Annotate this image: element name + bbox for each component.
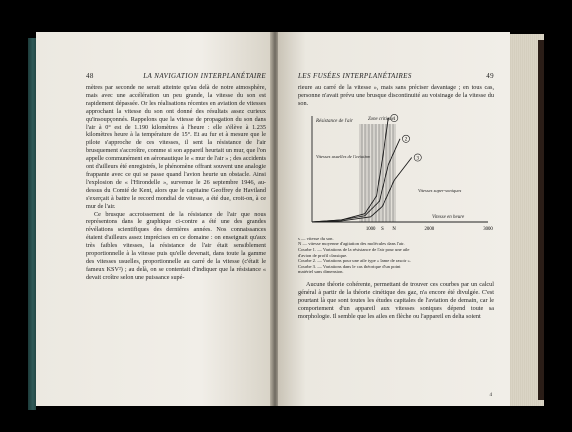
legend-line-5: Courbe 2. — Variations pour une aile type « lame de rasoir ». — [298, 258, 411, 264]
x-tick-label: 1000 — [365, 226, 376, 232]
x-tick-label: 2000 — [424, 226, 435, 232]
right-running-title: LES FUSÉES INTERPLANÉTAIRES — [298, 72, 412, 80]
legend-line-7: matériel sans dimension. — [298, 269, 344, 275]
annotation-zone-critique: Zone critique — [368, 116, 394, 122]
x-tick-label: S — [381, 226, 384, 232]
annotation-vitesses-supersoniques: Vitesses super-soniques — [418, 187, 462, 193]
right-body-text — [298, 281, 494, 321]
chart-svg — [298, 110, 494, 234]
legend-line-2: N — vitesse moyenne d'agitation des molécules dans l'air. — [298, 241, 405, 247]
series-label-1: 1 — [393, 116, 396, 122]
series-curve-3 — [312, 157, 412, 221]
left-running-title: LA NAVIGATION INTERPLANÉTAIRE — [143, 72, 266, 80]
right-intro-text — [298, 84, 494, 108]
annotation-vitesses-usuelles: Vitesses usuelles de l'aviation — [316, 153, 371, 159]
resistance-chart — [298, 110, 494, 234]
left-paragraph-1: mètres par seconde ne serait atteinte qu'au delà de notre atmosphère, mais avec une accélération un peu grande, la vitesse du son est rapidement dépassée. Or les réalisations récentes en aviation de vitesses approchant la vitesse du son ont donné des résultats assez curieux qu'insoupçonnés. Rappelons que la vitesse de propagation du son dans l'air à 0° est de 1.190 kilomètres à l'heure : elle s'élève à 1.235 kilomètres heure à la température de 15°. Et au fur et à mesure que le pilote s'approche de ces vitesses, il sent la résistance de l'air brusquement s'accroître, comme si son appareil heurtait un mur, que l'on appelle communément en aéronautique le « mur de l'air » ; des accidents ont d'ailleurs été enregistrés, le phénomène offrant souvent une analogie frappante avec ce qui se passe quand l'avion heurte un obstacle. Ainsi l'explosion de « l'Hirondelle », survenue le 26 septembre 1946, au-dessus du Comté de Kent, alors que le capitaine Geoffrey de Haviland s'exerçait à battre le record mondial de vitesse, a été due, croit-on, à ce mur de l'air. — [86, 84, 266, 210]
x-tick-label: N — [392, 226, 396, 232]
right-paragraph-1: Aucune théorie cohérente, permettant de trouver ces courbes par un calcul général à partir de la théorie cinétique des gaz, n'a encore été divulgée. C'est pourtant là que sont toutes les études capitales de l'aviation de demain, car le comportement d'un appareil aux vitesses soniques dépend toute sa morphologie. Il semble que les ailes en flèche ou l'appareil en delta soient — [298, 280, 494, 320]
book-cover-right — [538, 40, 544, 400]
chart-legend — [298, 236, 494, 275]
left-body-text — [86, 84, 266, 282]
legend-line-3: Courbe 1. — Variations de la résistance de l'air pour une aile — [298, 246, 410, 252]
right-page-number: 49 — [486, 72, 494, 80]
legend-line-1: s — vitesse du son. — [298, 235, 334, 241]
right-running-head — [298, 72, 494, 80]
series-curve-2 — [312, 139, 400, 222]
tick-labels-group — [366, 227, 494, 232]
book-spine-left — [28, 38, 36, 410]
footnote-marker: 4 — [489, 393, 492, 398]
x-axis-label: Vitesse en heure — [432, 214, 465, 220]
left-page-number: 48 — [86, 72, 94, 80]
left-running-head — [86, 72, 266, 80]
legend-line-6: Courbe 3. — Variations dans le cas théorique d'un point — [298, 263, 401, 269]
series-label-2: 2 — [404, 137, 408, 143]
critical-zone-hatching — [360, 124, 395, 222]
right-page — [278, 32, 510, 406]
series-label-3: 3 — [416, 156, 419, 162]
left-page — [36, 32, 272, 406]
series-group — [312, 114, 421, 222]
x-tick-label: 3000 — [483, 226, 493, 232]
legend-line-4: d'avion de profil classique. — [298, 252, 348, 258]
left-paragraph-2: Ce brusque accroissement de la résistance de l'air que nous représentons dans le graphique ci-contre a été une des grandes révélations scientifiques des dernières années. Nos connaissances étaient d'ailleurs assez imprécises en ce domaine : on enseignait qu'aux très faibles vitesses, la résistance de l'air était sensiblement proportionnelle à la vitesse puis qu'elle devenait, dans toute la gamme des vitesses usuelles, proportionnelle au carré de la vitesse (c'était le fameux KSV²) ; au delà, on se contentait d'indiquer que la résistance « devait croître selon une puissance supé- — [86, 210, 266, 281]
right-intro-paragraph: rieure au carré de la vitesse », mais sans préciser davantage ; en tous cas, personne n'avait prévu une brusque discontinuité au voisinage de la vitesse du son. — [298, 84, 494, 107]
y-axis-label-line1: Résistance de l'air — [316, 118, 353, 124]
